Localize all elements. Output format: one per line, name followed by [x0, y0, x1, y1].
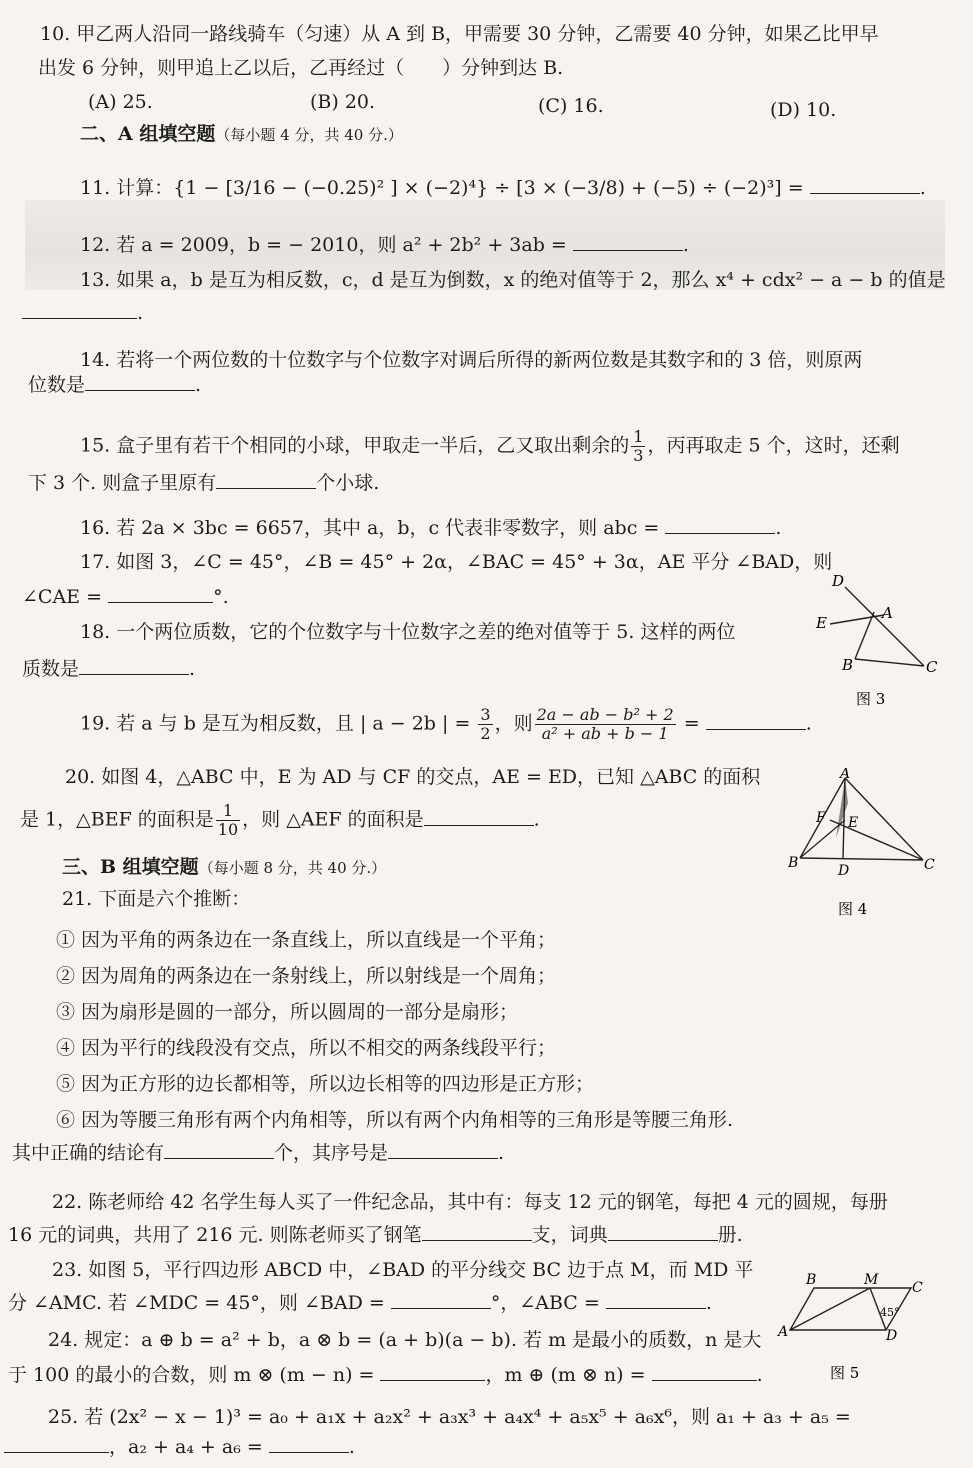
- q20-line2: 是 1，△BEF 的面积是 $\frac{1}{10}$ ，则 △AEF 的面积是 .: [20, 801, 540, 839]
- q19-text-b: ，则: [494, 712, 533, 735]
- q17-answer-blank[interactable]: [108, 584, 213, 603]
- q25-line2: ，a₂ + a₄ + a₆ = .: [4, 1434, 355, 1459]
- q23-bad-blank[interactable]: [391, 1290, 491, 1309]
- q13-line1: 13. 如果 a，b 是互为相反数，c，d 是互为倒数，x 的绝对值等于 2，那么 x⁴ + cdx² − a − b 的值是: [80, 269, 946, 291]
- q20-line2-a: 是 1，△BEF 的面积是: [20, 808, 214, 831]
- q20-line1: 20. 如图 4，△ABC 中，E 为 AD 与 CF 的交点，AE = ED，已知 △ABC 的面积: [65, 766, 761, 788]
- q20-answer-blank[interactable]: [424, 807, 534, 826]
- q24-line2: 于 100 的最小的合数，则 m ⊗ (m − n) = ，m ⊕ (m ⊗ n) = .: [8, 1364, 763, 1386]
- q13-line2: [22, 300, 143, 325]
- q21-item-4: ④ 因为平行的线段没有交点，所以不相交的两条线段平行；: [56, 1037, 557, 1059]
- q10-option-d: (D) 10.: [770, 99, 837, 121]
- fig4-label-D: D: [838, 863, 850, 879]
- q14-line2-text: 位数是: [28, 374, 86, 396]
- q13-answer-blank[interactable]: [22, 300, 137, 319]
- q22-line1: 22. 陈老师给 42 名学生每人买了一件纪念品，其中有：每支 12 元的钢笔，每把 4 元的圆规，每册: [52, 1191, 888, 1213]
- q21-conclusion: 其中正确的结论有 个，其序号是 .: [12, 1142, 505, 1164]
- q23-line2-b: °，∠ABC =: [490, 1292, 606, 1314]
- q12: 12. 若 a = 2009，b = − 2010，则 a² + 2b² + 3ab = .: [80, 234, 689, 256]
- q12-answer-blank[interactable]: [573, 232, 683, 251]
- q23-line1: 23. 如图 5，平行四边形 ABCD 中，∠BAD 的平分线交 BC 边于点 M，而 MD 平: [52, 1259, 754, 1281]
- q20-fraction: [216, 802, 240, 839]
- fig5-label-D: D: [886, 1328, 898, 1344]
- q18-line2: 质数是 .: [22, 658, 196, 680]
- q15-fraction: [631, 428, 645, 465]
- q20-frac-den: 10: [217, 820, 239, 839]
- fig4-label-F: F: [816, 810, 826, 826]
- section-b-title: 三、B 组填空题: [62, 856, 199, 878]
- q14-line1: 14. 若将一个两位数的十位数字与个位数字对调后所得的新两位数是其数字和的 3 倍，则原两: [80, 349, 863, 371]
- q21-item-6: ⑥ 因为等腰三角形有两个内角相等，所以有两个内角相等的三角形是等腰三角形.: [56, 1109, 734, 1131]
- fig5-label-M: M: [864, 1272, 879, 1288]
- q11-prefix: 11. 计算：: [80, 177, 174, 199]
- q21-concl-b: 个，其序号是: [274, 1142, 389, 1164]
- q14-line2: 位数是 .: [28, 374, 202, 396]
- q15-line2-b: 个小球.: [316, 472, 380, 494]
- q18-line1: 18. 一个两位质数，它的个位数字与十位数字之差的绝对值等于 5. 这样的两位: [80, 621, 736, 643]
- fig4-caption: 图 4: [838, 900, 868, 918]
- q24-line2-b: ，m ⊕ (m ⊗ n) =: [485, 1364, 652, 1386]
- q19: 19. 若 a 与 b 是互为相反数，且 | a − 2b | = $\frac{3}{2}$ ，则 $\frac{\text{2a − ab − b² + 2}}{\text{a² + ab + b − 1}}$ = .: [80, 705, 812, 743]
- q11-answer-blank[interactable]: [810, 175, 920, 194]
- q21-item-5: ⑤ 因为正方形的边长都相等，所以边长相等的四边形是正方形；: [56, 1073, 595, 1095]
- section-a-heading: [80, 122, 403, 147]
- q22-pens-blank[interactable]: [422, 1222, 532, 1241]
- fig5-label-A: A: [778, 1324, 789, 1340]
- q11-expression: {1 − [3/16 − (−0.25)² ] × (−2)⁴} ÷ [3 × (−3/8) + (−5) ÷ (−2)³] =: [173, 177, 810, 199]
- figure-4: [788, 768, 938, 926]
- q10-option-b: (B) 20.: [310, 91, 376, 113]
- section-a-title: 二、A 组填空题: [80, 123, 216, 145]
- q24-line2-a: 于 100 的最小的合数，则 m ⊗ (m − n) =: [8, 1364, 381, 1386]
- q22-line2-b: 支，词典: [531, 1224, 608, 1246]
- q21-count-blank[interactable]: [164, 1140, 274, 1159]
- fig3-label-A: A: [882, 604, 893, 622]
- q19-fraction-1: [478, 706, 492, 743]
- q23-line2-a: 分 ∠AMC. 若 ∠MDC = 45°，则 ∠BAD =: [8, 1292, 391, 1314]
- section-b-note: （每小题 8 分，共 40 分.）: [198, 859, 387, 877]
- figure-5: [776, 1268, 936, 1388]
- q25-even-sum-blank[interactable]: [269, 1434, 349, 1453]
- q15-line2: [28, 470, 379, 495]
- q11: 11. 计算：{1 − [3/16 − (−0.25)² ] × (−2)⁴} ÷ [3 × (−3/8) + (−5) ÷ (−2)³] = .: [80, 177, 926, 199]
- fig4-label-B: B: [788, 855, 799, 871]
- section-a-note: （每小题 4 分，共 40 分.）: [215, 126, 403, 144]
- q23-line2: 分 ∠AMC. 若 ∠MDC = 45°，则 ∠BAD = °，∠ABC = .: [8, 1292, 712, 1314]
- q18-answer-blank[interactable]: [79, 656, 189, 675]
- q24-second-blank[interactable]: [652, 1362, 757, 1381]
- q10-option-c: (C) 16.: [538, 95, 604, 117]
- q25-odd-sum-blank[interactable]: [4, 1434, 109, 1453]
- q13-end: .: [137, 302, 144, 324]
- q21-concl-a: 其中正确的结论有: [12, 1142, 165, 1164]
- q22-line2: [8, 1222, 743, 1247]
- q19-f1-den: 2: [480, 724, 491, 743]
- q19-text-c: =: [677, 712, 706, 735]
- fig5-caption: 图 5: [830, 1364, 860, 1382]
- q10-line1: 10. 甲乙两人沿同一路线骑车（匀速）从 A 到 B，甲需要 30 分钟，乙需要 40 分钟，如果乙比甲早: [40, 23, 879, 45]
- q17-line1: 17. 如图 3，∠C = 45°，∠B = 45° + 2α，∠BAC = 45° + 3α，AE 平分 ∠BAD，则: [80, 551, 833, 573]
- q15-line1: [80, 428, 900, 465]
- fig4-line-BC: [800, 858, 923, 860]
- q25-line1: [48, 1405, 851, 1429]
- fig4-label-E: E: [848, 815, 859, 831]
- q15-frac-den: 3: [633, 446, 644, 465]
- fig3-label-C: C: [926, 658, 938, 676]
- fig3-line-EA: [830, 615, 884, 624]
- q16: 16. 若 2a × 3bc = 6657，其中 a，b，c 代表非零数字，则 abc = .: [80, 517, 782, 539]
- q22-line2-c: 册.: [717, 1224, 743, 1246]
- fig3-label-B: B: [842, 656, 854, 674]
- fig5-angle-label: 45°: [880, 1306, 900, 1319]
- q17-line2: [22, 584, 229, 609]
- q19-text-a: 19. 若 a 与 b 是互为相反数，且 | a − 2b | =: [80, 712, 477, 735]
- q19-fraction-2: [535, 706, 676, 743]
- q19-f2-num: 2a − ab − b² + 2: [536, 705, 674, 724]
- fig3-caption: 图 3: [856, 690, 886, 708]
- fig4-label-C: C: [924, 857, 935, 873]
- q15-answer-blank[interactable]: [216, 470, 316, 489]
- fig4-shaded-region: [836, 778, 848, 838]
- q15-frac-num: 1: [633, 427, 644, 446]
- q21-item-1: ① 因为平角的两条边在一条直线上，所以直线是一个平角；: [56, 929, 557, 951]
- q14-answer-blank[interactable]: [85, 372, 195, 391]
- fig4-label-A: A: [840, 768, 851, 782]
- q23-abc-blank[interactable]: [606, 1290, 706, 1309]
- q20-frac-num: 1: [216, 802, 240, 821]
- section-b-heading: [62, 855, 386, 880]
- q21-item-3: ③ 因为扇形是圆的一部分，所以圆周的一部分是扇形；: [56, 1001, 519, 1023]
- fig5-label-B: B: [806, 1272, 817, 1288]
- q19-answer-blank[interactable]: [706, 711, 806, 730]
- q21-item-2: ② 因为周角的两条边在一条射线上，所以射线是一个周角；: [56, 965, 557, 987]
- q16-text: 16. 若 2a × 3bc = 6657，其中 a，b，c 代表非零数字，则 abc =: [80, 517, 666, 539]
- q25-line2-text: ，a₂ + a₄ + a₆ =: [109, 1436, 269, 1458]
- q24-first-blank[interactable]: [380, 1362, 485, 1381]
- q10-option-a: (A) 25.: [88, 91, 153, 113]
- q24-line1: 24. 规定：a ⊕ b = a² + b，a ⊗ b = (a + b)(a − b). 若 m 是最小的质数，n 是大: [48, 1329, 762, 1351]
- q15-line1-b: ，丙再取走 5 个，这时，还剩: [647, 434, 900, 457]
- q19-f1-num: 3: [480, 705, 491, 724]
- q20-line2-b: ，则 △AEF 的面积是: [242, 808, 424, 831]
- q18-line2-text: 质数是: [22, 658, 80, 680]
- q10-line2: 出发 6 分钟，则甲追上乙以后，乙再经过（ ）分钟到达 B.: [38, 57, 564, 79]
- q19-f2-den: a² + ab + b − 1: [541, 724, 669, 743]
- q17-line2-text: ∠CAE =: [22, 586, 109, 608]
- q16-answer-blank[interactable]: [665, 515, 775, 534]
- fig3-label-D: D: [832, 572, 845, 590]
- fig5-label-C: C: [912, 1280, 923, 1296]
- q22-line2-a: 16 元的词典，共用了 216 元. 则陈老师买了钢笔: [8, 1224, 422, 1246]
- q15-line2-a: 下 3 个. 则盒子里原有: [28, 472, 217, 494]
- figure-3: [812, 572, 942, 712]
- q21-numbers-blank[interactable]: [388, 1140, 498, 1159]
- q12-text: 12. 若 a = 2009，b = − 2010，则 a² + 2b² + 3ab =: [80, 234, 573, 256]
- q15-line1-a: 15. 盒子里有若干个相同的小球，甲取走一半后，乙又取出剩余的: [80, 434, 630, 457]
- fig3-line-BC: [855, 659, 924, 666]
- fig3-label-E: E: [816, 614, 827, 632]
- q25-line1-text: 25. 若 (2x² − x − 1)³ = a₀ + a₁x + a₂x² + a₃x³ + a₄x⁴ + a₅x⁵ + a₆x⁶，则 a₁ + a₃ + a₅ =: [48, 1406, 851, 1428]
- q21-intro: 21. 下面是六个推断：: [62, 888, 251, 910]
- q22-dictionaries-blank[interactable]: [608, 1222, 718, 1241]
- q17-unit: °.: [213, 586, 229, 608]
